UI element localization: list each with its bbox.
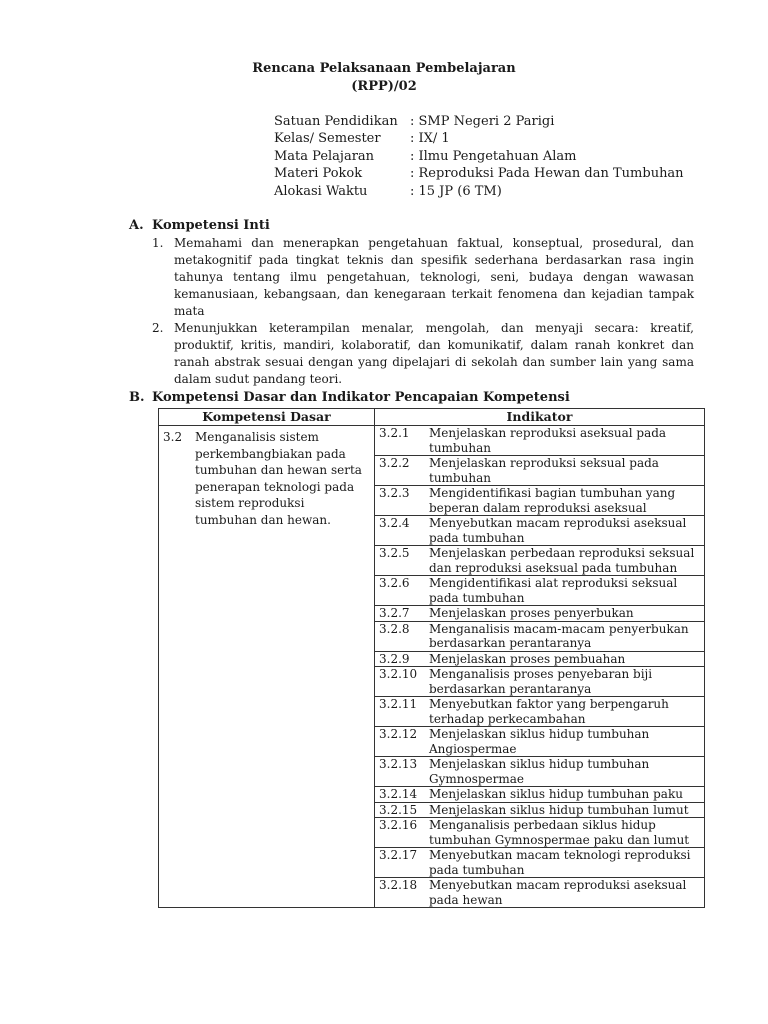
indicator-cell	[375, 516, 705, 546]
indicator-code: 3.2.4	[379, 516, 410, 530]
indicator-code: 3.2.16	[379, 818, 418, 832]
table-header-row	[159, 409, 705, 426]
list-number: 1.	[152, 236, 164, 250]
meta-label: Materi Pokok	[274, 166, 363, 182]
section-title: Kompetensi Inti	[152, 218, 270, 233]
section-letter: A.	[129, 218, 144, 233]
indicator-code: 3.2.18	[379, 878, 418, 892]
indicator-cell	[375, 667, 705, 697]
indicator-cell	[375, 787, 705, 803]
indicator-code: 3.2.6	[379, 576, 410, 590]
indicator-code: 3.2.9	[379, 651, 410, 666]
indicator-cell	[375, 456, 705, 486]
indicator-cell	[375, 757, 705, 787]
indicator-code: 3.2.15	[379, 802, 418, 817]
indicator-cell	[375, 727, 705, 757]
indicator-code: 3.2.8	[379, 621, 410, 636]
indicator-code: 3.2.11	[379, 697, 418, 711]
list-number: 2.	[152, 321, 164, 335]
indicator-code: 3.2.3	[379, 486, 410, 500]
indicator-text: Mengidentifikasi bagian tumbuhan yang beperan dalam reproduksi aseksual	[429, 486, 676, 515]
meta-value: : 15 JP (6 TM)	[410, 183, 502, 199]
indicator-text: Menjelaskan proses penyerbukan	[429, 606, 634, 620]
indicator-code: 3.2.10	[379, 667, 418, 681]
indicator-code: 3.2.7	[379, 606, 410, 620]
indicator-text: Menjelaskan proses pembuahan	[429, 651, 626, 666]
meta-label: Mata Pelajaran	[274, 148, 375, 164]
section-a-heading	[129, 218, 270, 233]
indicator-cell	[375, 651, 705, 667]
indicator-cell	[375, 621, 705, 651]
indicator-code: 3.2.1	[379, 426, 410, 440]
ki-item-2: Menunjukkan keterampilan menalar, mengolah, dan menyaji secara: kreatif, produktif, kritis, mandiri, kolaboratif, dan komunikatif, dalam ranah konkret dan ranah abstrak sesuai dengan yang dipelajari di sekolah dan sumber lain yang sama dalam sudut pandang teori.	[174, 321, 694, 386]
indicator-text: Menyebutkan macam reproduksi aseksual pada tumbuhan	[429, 516, 687, 545]
meta-row-mapel	[274, 148, 684, 165]
kd-cell	[159, 426, 375, 908]
column-header-kd: Kompetensi Dasar	[159, 409, 375, 426]
column-header-indikator: Indikator	[375, 409, 705, 426]
meta-value: : Reproduksi Pada Hewan dan Tumbuhan	[410, 166, 684, 182]
meta-value: : SMP Negeri 2 Parigi	[410, 114, 555, 129]
indicator-text: Menjelaskan reproduksi aseksual pada tumbuhan	[429, 426, 667, 455]
indicator-text: Menjelaskan siklus hidup tumbuhan lumut	[429, 802, 689, 817]
competency-table	[158, 408, 705, 908]
ki-item-1: Memahami dan menerapkan pengetahuan faktual, konseptual, prosedural, dan metakognitif pada tingkat teknis dan spesifik sederhana berdasarkan rasa ingin tahunya tentang ilmu pengetahuan, teknologi, seni, budaya dengan wawasan kemanusiaan, kebangsaan, dan kenegaraan terkait fenomena dan kejadian tampak mata	[174, 236, 694, 318]
meta-row-alokasi	[274, 183, 684, 200]
section-b-heading	[129, 390, 570, 405]
section-letter: B.	[129, 390, 145, 405]
indicator-text: Menjelaskan siklus hidup tumbuhan Angiospermae	[429, 727, 650, 756]
indicator-cell	[375, 546, 705, 576]
indicator-text: Menyebutkan macam teknologi reproduksi pada tumbuhan	[429, 848, 691, 877]
document-subtitle: (RPP)/02	[351, 79, 417, 94]
table-row	[159, 426, 705, 456]
meta-label: Satuan Pendidikan	[274, 114, 398, 129]
indicator-text: Menganalisis perbedaan siklus hidup tumbuhan Gymnospermae paku dan lumut	[429, 818, 690, 847]
meta-row-kelas	[274, 130, 684, 147]
indicator-code: 3.2.2	[379, 456, 410, 470]
indicator-cell	[375, 486, 705, 516]
indicator-code: 3.2.17	[379, 848, 418, 862]
indicator-code: 3.2.13	[379, 757, 418, 771]
indicator-text: Mengidentifikasi alat reproduksi seksual pada tumbuhan	[429, 576, 678, 605]
meta-row-materi	[274, 165, 684, 182]
indicator-text: Menjelaskan reproduksi seksual pada tumbuhan	[429, 456, 659, 485]
indicator-cell	[375, 606, 705, 622]
meta-value: : Ilmu Pengetahuan Alam	[410, 148, 577, 164]
indicator-code: 3.2.14	[379, 787, 418, 801]
meta-label: Kelas/ Semester	[274, 131, 381, 147]
kd-number: 3.2	[163, 430, 183, 444]
kd-text: Menganalisis sistem perkembangbiakan pada tumbuhan dan hewan serta penerapan teknologi pada sistem reproduksi tumbuhan dan hewan.	[195, 430, 362, 527]
identity-block	[274, 113, 684, 200]
indicator-cell	[375, 426, 705, 456]
meta-label: Alokasi Waktu	[274, 183, 368, 199]
indicator-cell	[375, 848, 705, 878]
document-title: Rencana Pelaksanaan Pembelajaran	[252, 61, 516, 76]
indicator-text: Menyebutkan faktor yang berpengaruh terhadap perkecambahan	[429, 697, 669, 726]
indicator-text: Menyebutkan macam reproduksi aseksual pada hewan	[429, 878, 687, 907]
indicator-text: Menjelaskan perbedaan reproduksi seksual dan reproduksi aseksual pada tumbuhan	[429, 546, 695, 575]
indicator-cell	[375, 697, 705, 727]
indicator-cell	[375, 818, 705, 848]
section-title: Kompetensi Dasar dan Indikator Pencapaian Kompetensi	[152, 390, 570, 405]
indicator-text: Menganalisis proses penyebaran biji berdasarkan perantaranya	[429, 667, 653, 696]
meta-value: : IX/ 1	[410, 131, 450, 147]
indicator-text: Menganalisis macam-macam penyerbukan berdasarkan perantaranya	[429, 621, 689, 650]
indicator-code: 3.2.12	[379, 727, 418, 741]
indicator-cell	[375, 576, 705, 606]
indicator-text: Menjelaskan siklus hidup tumbuhan Gymnospermae	[429, 757, 650, 786]
indicator-text: Menjelaskan siklus hidup tumbuhan paku	[429, 787, 683, 801]
indicator-cell	[375, 878, 705, 908]
indicator-code: 3.2.5	[379, 546, 410, 560]
indicator-cell	[375, 802, 705, 818]
meta-row-satuan	[274, 113, 684, 130]
